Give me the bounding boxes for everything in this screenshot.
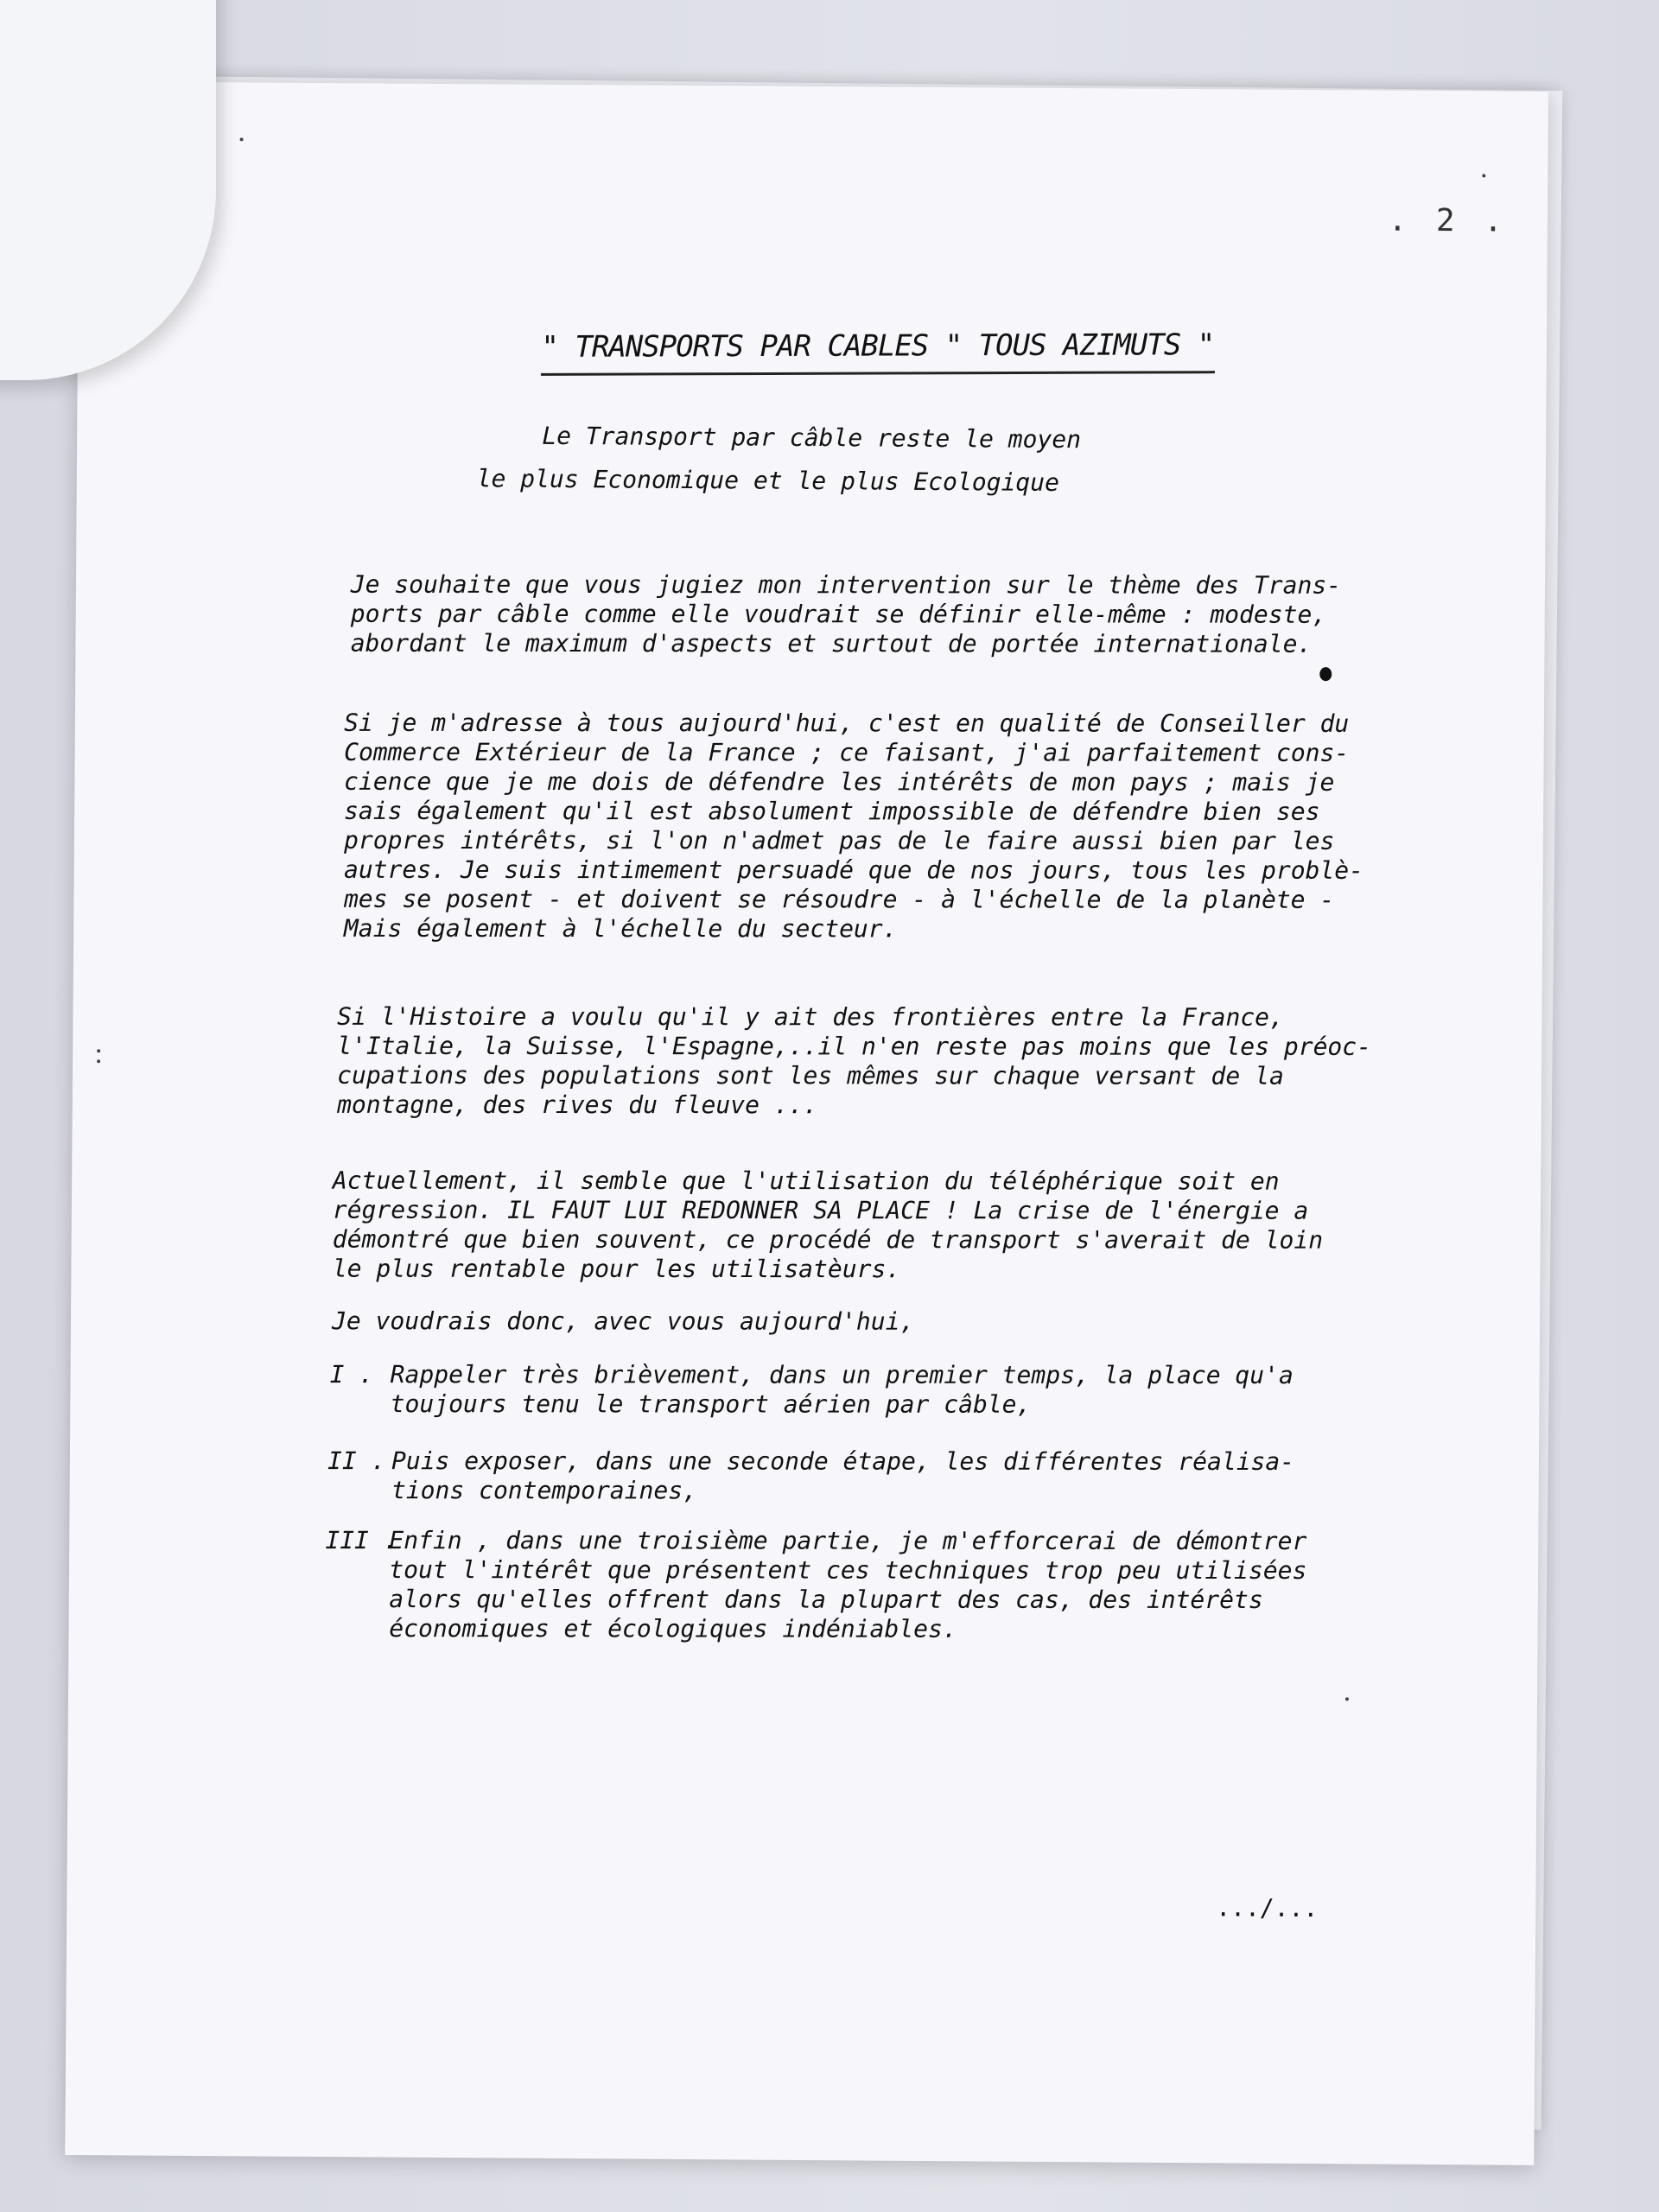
- list-marker: I .: [329, 1360, 374, 1389]
- continued-marker: .../...: [1216, 1893, 1319, 1923]
- ink-blot: [1319, 667, 1332, 681]
- list-marker: II .: [327, 1446, 386, 1476]
- subtitle-line-1: Le Transport par câble reste le moyen: [542, 421, 1082, 454]
- paragraph-plan-intro: Je voudrais donc, avec vous aujourd'hui,: [332, 1306, 915, 1336]
- paper-speck: [97, 1059, 100, 1063]
- page-number: . 2 .: [1388, 202, 1509, 239]
- paragraph-frontieres: Si l'Histoire a voulu qu'il y ait des frontières entre la France, l'Italie, la Suisse, l'Espagne,..il n'en reste pas moins que les préoc- cupations des populations sont les mêmes sur chaque versant de la montagne, des rives du fleuve ...: [337, 1001, 1372, 1120]
- paragraph-intro: Je souhaite que vous jugiez mon intervention sur le thème des Trans- ports par câble comme elle voudrait se définir elle-même : modeste, abordant le maximum d'aspects et surtout de portée internationale.: [350, 569, 1342, 658]
- document-title: " TRANSPORTS PAR CABLES " TOUS AZIMUTS ": [541, 327, 1215, 376]
- list-marker: III .: [325, 1526, 398, 1555]
- paper-speck: [97, 1049, 100, 1052]
- list-text: Rappeler très brièvement, dans un premier temps, la place qu'a toujours tenu le transport aérien par câble,: [390, 1360, 1294, 1419]
- subtitle-line-2: le plus Economique et le plus Ecologique: [476, 464, 1060, 497]
- paper-speck: [1482, 174, 1485, 177]
- paper-speck: [240, 137, 244, 141]
- document-page: [65, 81, 1548, 2165]
- list-text: Puis exposer, dans une seconde étape, les différentes réalisa- tions contemporaines,: [391, 1446, 1295, 1505]
- paragraph-regression: Actuellement, il semble que l'utilisation du téléphérique soit en régression. IL FAUT LUI REDONNER SA PLACE ! La crise de l'énergie a démontré que bien souvent, ce procédé de transport s'averait de loin le plus rentable pour les utilisatèurs.: [332, 1166, 1324, 1284]
- list-text: Enfin , dans une troisième partie, je m'efforcerai de démontrer tout l'intérêt que présentent ces techniques trop peu utilisées alors qu'elles offrent dans la plupart des cas, des intérêts économiques et écologiques indéniables.: [389, 1526, 1307, 1643]
- paper-speck: [1345, 1697, 1349, 1700]
- paragraph-commerce: Si je m'adresse à tous aujourd'hui, c'est en qualité de Conseiller du Commerce Extérieur de la France ; ce faisant, j'ai parfaitement cons- cience que je me dois de défendre les intérêts de mon pays ; mais je sais également qu'il est absolument impossible de défendre bien ses propres intérêts, si l'on n'admet pas de le faire aussi bien par les autres. Je suis intimement persuadé que de nos jours, tous les problè- mes se posent - et doivent se résoudre - à l'échelle de la planète - Mais également à l'échelle du secteur.: [343, 708, 1364, 944]
